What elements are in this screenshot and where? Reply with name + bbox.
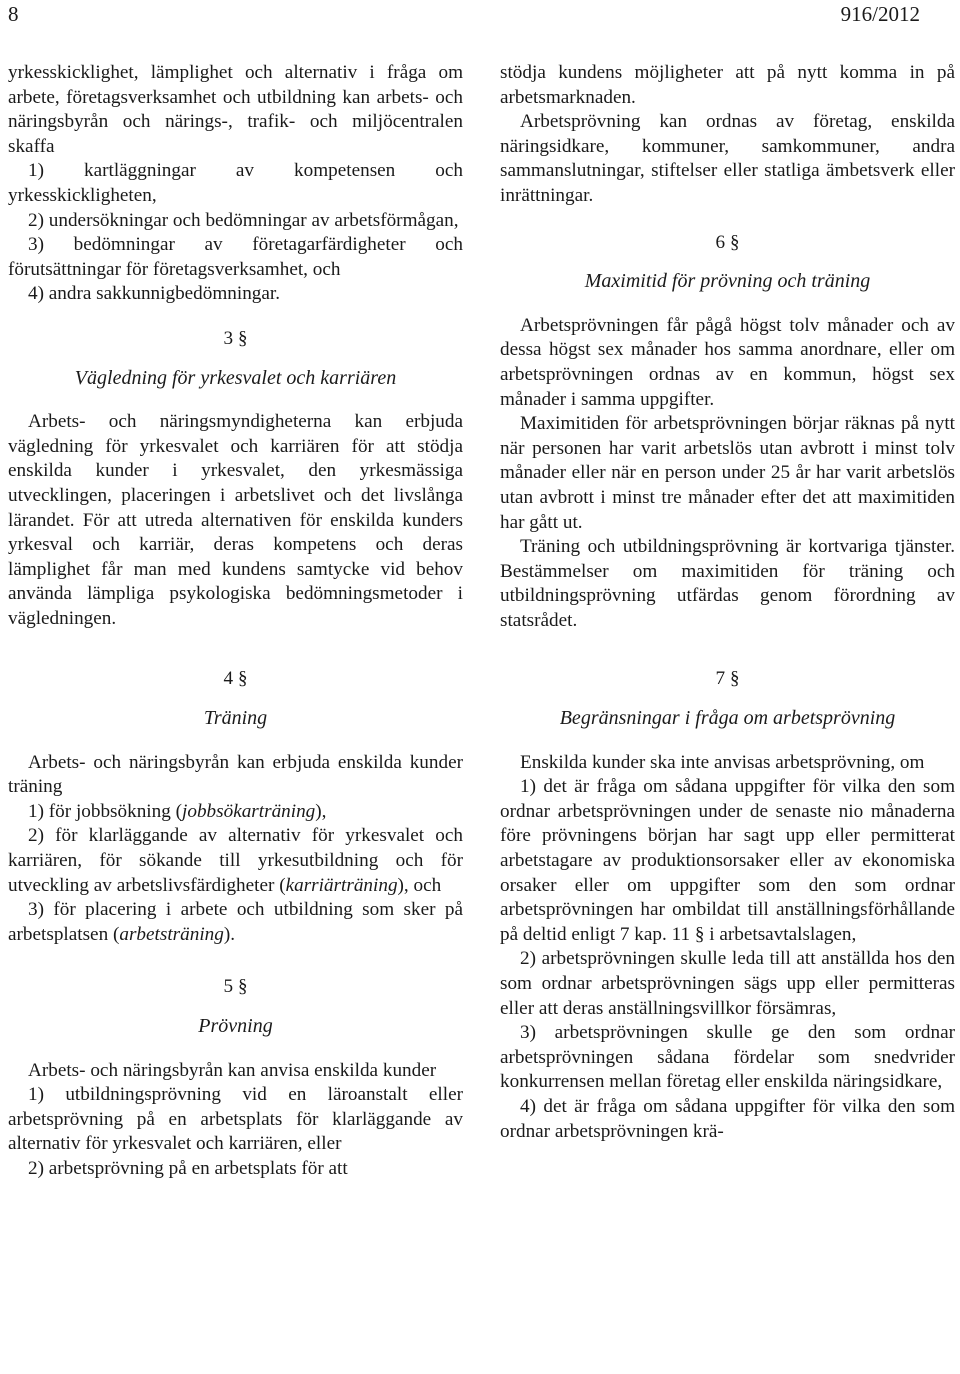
list-item: 2) arbetsprövning på en arbetsplats för att <box>28 1157 348 1179</box>
emphasis-term: karriärträning <box>285 874 398 896</box>
list-item: 3) bedömningar av företagarfärdigheter och förutsättningar för företagsverksamhet, och <box>8 234 463 280</box>
list-text: ), och <box>397 874 442 896</box>
paragraph: yrkesskicklighet, lämplighet och alternativ i fråga om arbete, företagsverksamhet och utbildning kan arbets- och näringsbyrån och närings-, trafik- och miljöcentralen skaffa <box>8 62 463 157</box>
section-number-value: 5 <box>223 976 234 998</box>
paragraph: Enskilda kunder ska inte anvisas arbetsprövning, om <box>520 751 925 773</box>
list-item: 1) kartläggningar av kompetensen och yrkesskickligheten, <box>8 160 463 206</box>
emphasis-term: jobbsökarträning <box>182 800 316 822</box>
left-column <box>8 61 463 1182</box>
paragraph: Arbetsprövning kan ordnas av företag, enskilda näringsidkare, kommuner, samkommuner, andra sammanslutningar, stiftelser eller statliga ämbetsverk eller inrättningar. <box>500 111 955 206</box>
list-text: ), <box>315 800 327 822</box>
emphasis-term: arbetsträning <box>119 923 224 945</box>
section-title: Prövning <box>198 1015 273 1037</box>
right-column <box>500 61 955 1144</box>
section-number <box>8 327 463 352</box>
section-title: Träning <box>203 707 268 730</box>
section-number-value: 4 <box>223 668 234 690</box>
section-number-value: 7 <box>715 668 726 690</box>
paragraph: Arbets- och näringsmyndigheterna kan erbjuda vägledning för yrkesvalet och karriären för att stödja enskilda kunder i yrkesvalet, den yrkesmässiga utvecklingen, placeringen i arbetslivet och det livslånga lärandet. För att utreda alternativen för enskilda kunders yrkesval och karriär, deras kompetens och deras lämplighet får man med kundens samtycke vid behov använda lämpliga psykologiska bedömningsmetoder i vägledningen. <box>8 411 463 629</box>
page-header <box>0 0 960 30</box>
list-item: 3) arbetsprövningen skulle ge den som ordnar arbetsprövningen sådana fördelar som snedvrider konkurrensen mellan företag eller enskilda näringsidkare, <box>500 1022 955 1093</box>
paragraph: Arbetsprövningen får pågå högst tolv månader och av dessa högst sex månader hos samma anordnare, eller om arbetsprövningen ordnas av en kommun, högst sex månader i samma uppgifter. <box>500 314 955 410</box>
section-number <box>8 975 463 1000</box>
section-title: Begränsningar i fråga om arbetsprövning <box>559 707 896 730</box>
list-item: 4) andra sakkunnigbedömningar. <box>28 283 281 305</box>
list-text: ). <box>223 923 236 945</box>
section-number <box>8 667 463 692</box>
list-text: 2) för klarläggande av alternativ för yrkesvalet och karriären, för sökande till yrkesutbildning och för utveckling av arbetslivsfärdigheter ( <box>8 825 463 896</box>
list-item: 4) det är fråga om sådana uppgifter för vilka den som ordnar arbetsprövningen krä- <box>500 1095 955 1142</box>
paragraph: Arbets- och näringsbyrån kan anvisa enskilda kunder <box>28 1059 437 1081</box>
journal-reference: 916/2012 <box>840 2 920 26</box>
list-item <box>8 800 463 825</box>
section-title: Vägledning för yrkesvalet och karriären <box>74 366 397 389</box>
section-title: Maximitid för prövning och träning <box>584 270 871 293</box>
page-number: 8 <box>8 2 19 26</box>
list-text: 3) för placering i arbete och utbildning som sker på arbetsplatsen ( <box>8 899 463 945</box>
list-item: 1) det är fråga om sådana uppgifter för vilka den som ordnar arbetsprövningen under de senaste nio månaderna före prövningens början har sagt upp eller permitterat arbetstagare av produktionsorsaker eller av ekonomiska orsaker eller om uppgifter som den som ordnar arbetsprövningen har ombildat till anställningsförhållande på deltid enligt 7 kap. 11 § i arbetsavtalslagen, <box>500 776 955 945</box>
section-number-value: 3 <box>223 327 234 349</box>
list-item: 2) arbetsprövningen skulle leda till att anställda hos den som ordnar arbetsprövningen sägs upp eller permitteras eller att deras anställningsvillkor försämras, <box>500 948 955 1019</box>
paragraph: Träning och utbildningsprövning är kortvariga tjänster. Bestämmelser om maximitiden för träning och utbildningsprövning utfärdas genom förordning av statsrådet. <box>500 536 955 631</box>
list-item: 2) undersökningar och bedömningar av arbetsförmågan, <box>28 209 459 231</box>
section-symbol: § <box>729 668 740 690</box>
list-item <box>8 898 463 947</box>
list-item <box>8 824 463 898</box>
section-symbol: § <box>729 231 740 253</box>
paragraph: Arbets- och näringsbyrån kan erbjuda enskilda kunder träning <box>8 751 463 798</box>
section-number <box>500 231 955 256</box>
section-symbol: § <box>237 327 248 349</box>
paragraph: stödja kundens möjligheter att på nytt komma in på arbetsmarknaden. <box>500 62 955 108</box>
section-number <box>500 667 955 692</box>
section-symbol: § <box>237 976 248 998</box>
section-symbol: § <box>237 668 248 690</box>
paragraph: Maximitiden för arbetsprövningen börjar räknas på nytt när personen har varit arbetslös utan avbrott i minst tolv månader eller när en person under 25 år har varit arbetslös utan avbrott i minst tre månader efter det att maximitiden har gått ut. <box>500 413 955 533</box>
list-text: 1) för jobbsökning ( <box>28 800 183 822</box>
list-item: 1) utbildningsprövning vid en läroanstalt eller arbetsprövning på en arbetsplats för klarläggande av alternativ för yrkesvalet och karriären, eller <box>8 1084 463 1155</box>
section-number-value: 6 <box>715 231 726 253</box>
